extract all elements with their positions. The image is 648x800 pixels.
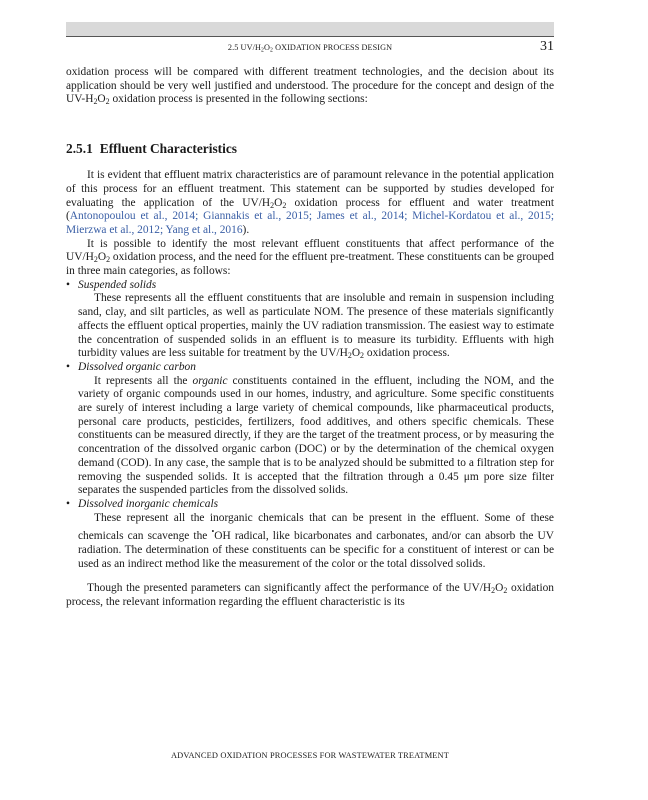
header-rule xyxy=(66,36,554,37)
running-head xyxy=(66,39,554,56)
category-term: Suspended solids xyxy=(78,278,157,291)
bullet-icon: • xyxy=(66,360,70,373)
closing-paragraph: Though the presented parameters can significantly affect the performance of the $UV/H_2O_2$ oxidation process, the relevant information regarding the effluent characteristic is its xyxy=(66,582,555,608)
category-term: Dissolved inorganic chemicals xyxy=(78,497,219,510)
page-number: 31 xyxy=(540,39,554,54)
bullet-icon: • xyxy=(66,278,70,291)
page-body xyxy=(66,66,554,610)
category-description: These represent all the inorganic chemicals that can be present in the effluent. Some of these chemicals can scavenge the •OH radical, like bicarbonates and carbonates, and/or can absorb the UV radiation. The determination of these constituents can be specific for a constituent of interest or can be used as an indirect method like the measurement of the color or the total dissolved solids. xyxy=(78,511,554,570)
category-item xyxy=(66,498,554,571)
section-number: 2.5.1 xyxy=(66,141,93,157)
category-description: It represents all the organic constituents contained in the effluent, including the NOM, and the variety of organic compounds used in our homes, industry, and agriculture. Some specific constituents are surely of interest including a large variety of chemical compounds, like pharmaceutical products, personal care products, pesticides, fertilizers, food additives, and others specific chemicals. These constituents can be measured directly, if they are the target of the treatment process, or by measuring the concentration of the dissolved organic carbon (DOC) or by the determination of the chemical oxygen demand (COD). In any case, the sample that is to be analyzed should be submitted to a filtration step for removing the suspended solids. It is accepted that the filtration through a 0.45 μm pore size filter separates the suspended particles from the dissolved solids. xyxy=(78,374,554,497)
running-title: 2.5 $UV/H_2O_2$ OXIDATION PROCESS DESIGN xyxy=(227,43,393,54)
paragraph-1: It is evident that effluent matrix characteristics are of paramount relevance in the potential application of this process for an effluent treatment. This statement can be supported by studies developed for evaluating the application of the $UV/H_2O_2$ oxidation process for effluent and water treatment (Antonopoulou et al., 2014; Giannakis et al., 2015; James et al., 2014; Michel-Kordatou et al., 2015; Mierzwa et al., 2012; Yang et al., 2016). xyxy=(66,169,554,236)
category-item xyxy=(66,279,554,361)
bullet-icon: • xyxy=(66,497,70,510)
category-term: Dissolved organic carbon xyxy=(78,360,196,373)
category-item xyxy=(66,361,554,498)
footer: ADVANCED OXIDATION PROCESSES FOR WASTEWATER TREATMENT xyxy=(170,751,450,760)
category-description: These represents all the effluent constituents that are insoluble and remain in suspension including sand, clay, and silt particles, as well as particulate NOM. The presence of these materials significantly affects the effluent optical properties, mainly the UV radiation transmission. The easiest way to estimate the concentration of suspended solids in an effluent is to measure its turbidity. Effluents with high turbidity values are less suitable for treatment by the $UV/H_2O_2$ oxidation process. xyxy=(78,292,554,361)
section-title: Effluent Characteristics xyxy=(99,141,238,157)
category-list xyxy=(66,279,554,572)
paragraph-2: It is possible to identify the most relevant effluent constituents that affect performance of the $UV/H_2O_2$ oxidation process, and the need for the effluent pre-treatment. These constituents can be grouped in three main categories, as follows: xyxy=(66,237,554,278)
header-bar xyxy=(66,22,554,36)
section-heading xyxy=(66,141,554,157)
intro-paragraph: oxidation process will be compared with different treatment technologies, and the decision about its application should be very well justified and understood. The procedure for the concept and design of the $UV-H_2O_2$ oxidation process is presented in the following sections: xyxy=(66,66,554,107)
